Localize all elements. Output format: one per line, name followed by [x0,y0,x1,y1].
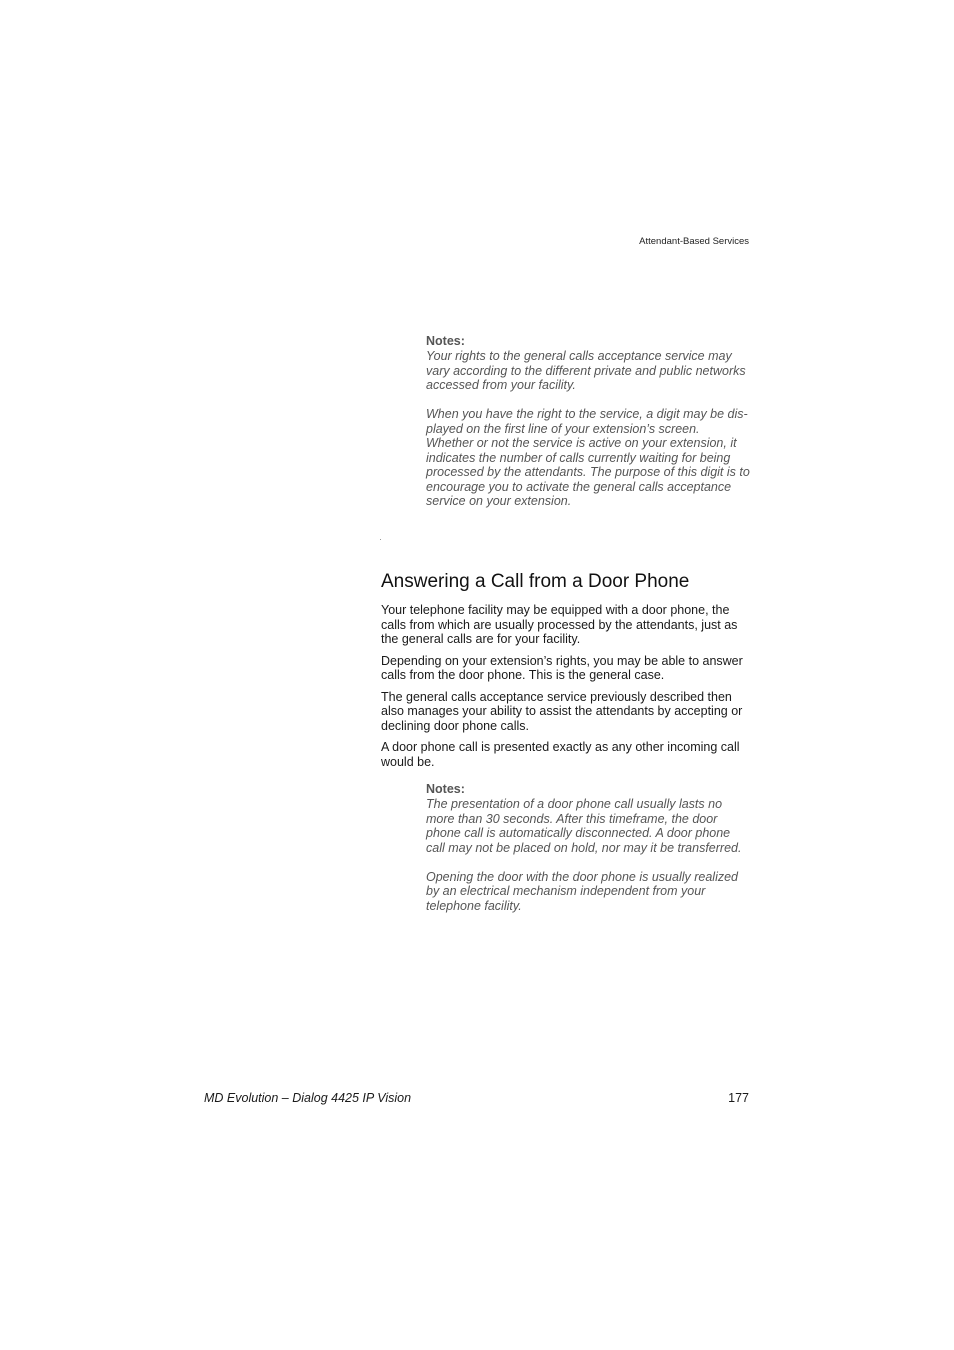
body-paragraph: A door phone call is presented exactly as any other incoming call would be. [381,740,740,769]
section-title: Answering a Call from a Door Phone [381,571,690,592]
body-paragraph: Your telephone facility may be equipped with a door phone, the calls from which are usually processed by the attendants, just as the general calls are for your facility. [381,603,738,646]
running-header: Attendant-Based Services [639,236,749,247]
note-paragraph: Opening the door with the door phone is usually realized by an electrical mechanism independent from your telephone facility. [426,869,739,913]
note-paragraph: The presentation of a door phone call usually lasts no more than 30 seconds. After this timeframe, the door phone call is automatically disconnected. A door phone call may not be placed on hold, nor may it be transferred. [426,797,742,855]
stray-mark [380,539,381,540]
body-paragraph: Depending on your extension’s rights, you may be able to answer calls from the door phone. This is the general case. [381,653,743,682]
page-number: 177 [728,1091,749,1105]
notes-heading: Notes: [426,782,465,796]
notes-heading: Notes: [426,334,465,348]
body-paragraph: The general calls acceptance service previously described then also manages your ability to assist the attendants by accepting or declining door phone calls. [381,689,743,733]
notes-block-top [426,334,750,509]
note-paragraph: Your rights to the general calls acceptance service may vary according to the different private and public networks accessed from your facility. [426,349,746,392]
footer-document-title: MD Evolution – Dialog 4425 IP Vision [204,1091,412,1105]
notes-block-bottom [426,782,750,913]
note-paragraph: When you have the right to the service, a digit may be dis-played on the first line of your extension’s screen. Whether or not the service is active on your extension, it indicates the number of calls currently waiting for being processed by the attendants. The purpose of this digit is to encourage you to activate the general calls acceptance service on your extension. [426,407,750,508]
section-body [381,603,751,776]
